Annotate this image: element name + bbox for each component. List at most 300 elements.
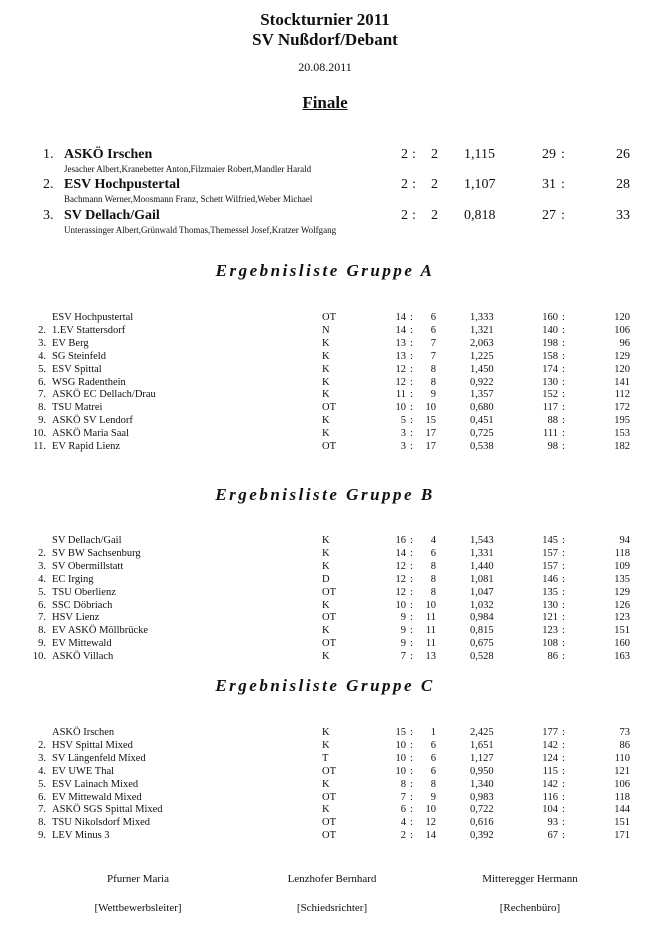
team-type: OT — [322, 612, 336, 624]
team-name: EV Mittewald — [52, 638, 112, 650]
separator: : — [562, 324, 565, 336]
team-type: K — [322, 651, 330, 663]
points-lost: 11 — [425, 625, 436, 637]
points-lost: 6 — [430, 547, 436, 559]
points-won: 3 — [400, 428, 406, 440]
quotient: 0,818 — [464, 208, 496, 223]
stock-points-against: 106 — [614, 778, 630, 790]
stock-points-against: 73 — [619, 727, 630, 738]
separator: : — [562, 586, 565, 598]
table-row — [0, 611, 650, 624]
team-type: K — [322, 625, 330, 637]
separator: : — [410, 428, 413, 440]
team-name: SSC Döbriach — [52, 599, 113, 611]
quotient: 1,115 — [464, 147, 495, 162]
quotient: 1,340 — [470, 778, 494, 790]
separator: : — [562, 638, 565, 650]
points-won: 13 — [395, 350, 406, 362]
rank: 6. — [38, 791, 46, 803]
points-lost: 14 — [425, 830, 436, 842]
separator: : — [562, 376, 565, 388]
separator: : — [410, 791, 413, 803]
signature-name: Mitteregger Hermann — [482, 873, 578, 885]
team-name: 1.EV Stattersdorf — [52, 324, 126, 336]
stock-points-against: 171 — [614, 830, 630, 842]
stock-points-for: 142 — [542, 778, 558, 790]
team-name: ASKÖ Villach — [52, 651, 114, 663]
rank: 8. — [38, 402, 46, 414]
quotient: 1,225 — [470, 350, 494, 362]
separator: : — [410, 830, 413, 842]
team-name: EV UWE Thal — [52, 765, 115, 777]
team-type: K — [322, 415, 330, 427]
points-won: 6 — [400, 804, 406, 816]
points-lost: 9 — [430, 389, 436, 401]
separator: : — [562, 625, 565, 637]
points-won: 2 — [401, 208, 408, 223]
separator: : — [410, 765, 413, 777]
separator: : — [410, 727, 413, 738]
table-row — [0, 586, 650, 599]
table-row — [0, 573, 650, 586]
table-row — [0, 388, 650, 401]
table-row — [0, 739, 650, 752]
separator: : — [410, 804, 413, 816]
signature-role: [Wettbewerbsleiter] — [94, 902, 182, 914]
team-type: N — [322, 324, 330, 336]
team-name: TSU Nikolsdorf Mixed — [52, 817, 150, 829]
group-heading: Ergebnisliste Gruppe A — [215, 261, 435, 280]
rank: 4. — [38, 765, 46, 777]
signature-name: Lenzhofer Bernhard — [287, 873, 377, 885]
stock-points-against: 120 — [614, 363, 630, 375]
separator: : — [562, 415, 565, 427]
points-lost: 1 — [430, 727, 436, 738]
stock-points-for: 121 — [542, 612, 558, 624]
separator: : — [410, 441, 413, 452]
stock-points-for: 98 — [547, 441, 558, 452]
table-row — [0, 427, 650, 440]
team-type: K — [322, 389, 330, 401]
team-members: Jesacher Albert,Kranebetter Anton,Filzmaier Robert,Mandler Harald — [64, 164, 312, 174]
team-name: ASKÖ SV Lendorf — [52, 415, 133, 427]
stock-points-against: 163 — [614, 651, 630, 663]
separator: : — [562, 727, 565, 738]
stock-points-against: 126 — [614, 599, 630, 611]
stock-points-for: 160 — [542, 312, 558, 323]
rank: 4. — [38, 350, 46, 362]
stock-points-for: 117 — [542, 402, 558, 414]
table-row — [0, 534, 650, 547]
points-won: 12 — [395, 560, 406, 572]
rank: 5. — [38, 363, 46, 375]
points-won: 10 — [395, 599, 406, 611]
separator: : — [410, 337, 413, 349]
points-lost: 17 — [425, 441, 436, 452]
points-won: 16 — [395, 535, 406, 546]
rank: 11. — [33, 441, 46, 452]
table-row — [0, 376, 650, 389]
stock-points-for: 130 — [542, 599, 558, 611]
points-won: 12 — [395, 586, 406, 598]
team-type: OT — [322, 765, 336, 777]
document-date: 20.08.2011 — [298, 60, 352, 74]
table-row — [0, 547, 650, 560]
separator: : — [562, 765, 565, 777]
quotient: 1,333 — [470, 312, 494, 323]
team-name: ASKÖ Maria Saal — [52, 428, 129, 440]
stock-points-for: 198 — [542, 337, 558, 349]
team-name: ASKÖ SGS Spittal Mixed — [52, 804, 163, 816]
separator: : — [410, 389, 413, 401]
stock-points-against: 112 — [614, 389, 630, 401]
team-type: OT — [322, 402, 336, 414]
points-won: 12 — [395, 573, 406, 585]
separator: : — [410, 560, 413, 572]
points-won: 2 — [400, 830, 406, 842]
separator: : — [562, 535, 565, 546]
quotient: 1,651 — [470, 739, 494, 751]
team-name: EV Berg — [52, 337, 89, 349]
quotient: 0,675 — [470, 638, 494, 650]
team-name: ESV Lainach Mixed — [52, 778, 139, 790]
team-type: K — [322, 727, 330, 738]
stock-points-against: 195 — [614, 415, 630, 427]
rank: 10. — [32, 428, 46, 440]
points-won: 14 — [395, 312, 406, 323]
separator: : — [562, 599, 565, 611]
points-won: 9 — [400, 612, 406, 624]
stock-points-for: 31 — [542, 177, 556, 192]
rank: 8. — [38, 817, 46, 829]
table-row — [0, 791, 650, 804]
stock-points-against: 120 — [614, 312, 630, 323]
separator: : — [562, 337, 565, 349]
separator: : — [562, 573, 565, 585]
team-members: Unterassinger Albert,Grünwald Thomas,Themessel Josef,Kratzer Wolfgang — [64, 225, 337, 235]
team-name: ASKÖ Irschen — [52, 727, 115, 738]
points-lost: 10 — [425, 402, 436, 414]
final-row — [0, 147, 650, 177]
table-row — [0, 350, 650, 363]
separator: : — [410, 402, 413, 414]
team-type: K — [322, 376, 330, 388]
document-title: Stockturnier 2011 — [260, 10, 390, 29]
stock-points-for: 174 — [542, 363, 558, 375]
stock-points-for: 67 — [547, 830, 558, 842]
quotient: 1,450 — [470, 363, 494, 375]
separator: : — [562, 312, 565, 323]
table-row — [0, 803, 650, 816]
points-won: 2 — [401, 177, 408, 192]
stock-points-for: 29 — [542, 147, 556, 162]
team-name: WSG Radenthein — [52, 376, 126, 388]
stock-points-for: 130 — [542, 376, 558, 388]
rank: 8. — [38, 625, 46, 637]
points-won: 8 — [400, 778, 406, 790]
team-name: HSV Spittal Mixed — [52, 739, 133, 751]
points-lost: 8 — [430, 363, 436, 375]
separator: : — [410, 547, 413, 559]
stock-points-against: 160 — [614, 638, 630, 650]
stock-points-for: 86 — [547, 651, 558, 663]
team-type: OT — [322, 830, 336, 842]
rank: 2. — [43, 177, 54, 192]
table-row — [0, 440, 650, 453]
points-won: 9 — [400, 625, 406, 637]
separator: : — [562, 389, 565, 401]
quotient: 0,392 — [470, 830, 494, 842]
team-name: ESV Spittal — [52, 363, 102, 375]
stock-points-against: 151 — [614, 625, 630, 637]
rank: 2. — [38, 739, 46, 751]
points-won: 5 — [400, 415, 406, 427]
team-name: SG Steinfeld — [52, 350, 106, 362]
separator: : — [412, 208, 416, 223]
table-row — [0, 765, 650, 778]
separator: : — [562, 612, 565, 624]
rank: 1. — [43, 147, 54, 162]
team-name: EC Irging — [52, 573, 94, 585]
points-won: 3 — [400, 441, 406, 452]
stock-points-against: 28 — [616, 177, 630, 192]
points-lost: 13 — [425, 651, 436, 663]
stock-points-against: 135 — [614, 573, 630, 585]
stock-points-for: 142 — [542, 739, 558, 751]
stock-points-for: 123 — [542, 625, 558, 637]
separator: : — [410, 752, 413, 764]
separator: : — [561, 147, 565, 162]
rank: 3. — [43, 208, 54, 223]
points-lost: 2 — [431, 147, 438, 162]
table-row — [0, 560, 650, 573]
team-type: OT — [322, 817, 336, 829]
team-name: SV Dellach/Gail — [64, 208, 160, 223]
table-row — [0, 363, 650, 376]
points-won: 10 — [395, 765, 406, 777]
separator: : — [562, 402, 565, 414]
separator: : — [410, 535, 413, 546]
rank: 9. — [38, 638, 46, 650]
points-lost: 9 — [430, 791, 436, 803]
stock-points-for: 177 — [542, 727, 558, 738]
table-row — [0, 624, 650, 637]
points-lost: 10 — [425, 599, 436, 611]
table-row — [0, 752, 650, 765]
points-lost: 11 — [425, 612, 436, 624]
separator: : — [410, 625, 413, 637]
quotient: 0,950 — [470, 765, 494, 777]
table-row — [0, 311, 650, 324]
stock-points-against: 151 — [614, 817, 630, 829]
stock-points-for: 108 — [542, 638, 558, 650]
points-lost: 7 — [430, 337, 436, 349]
points-lost: 6 — [430, 765, 436, 777]
team-type: OT — [322, 638, 336, 650]
separator: : — [412, 147, 416, 162]
team-name: SV Längenfeld Mixed — [52, 752, 146, 764]
stock-points-against: 129 — [614, 350, 630, 362]
separator: : — [410, 651, 413, 663]
team-name: TSU Matrei — [52, 402, 103, 414]
quotient: 1,032 — [470, 599, 494, 611]
document-subtitle: SV Nußdorf/Debant — [252, 30, 398, 49]
table-row — [0, 414, 650, 427]
table-row — [0, 637, 650, 650]
stock-points-against: 118 — [614, 791, 630, 803]
points-lost: 8 — [430, 586, 436, 598]
points-lost: 10 — [425, 804, 436, 816]
stock-points-for: 88 — [547, 415, 558, 427]
stock-points-against: 144 — [614, 804, 630, 816]
group-heading: Ergebnisliste Gruppe C — [215, 676, 435, 695]
separator: : — [562, 560, 565, 572]
separator: : — [562, 651, 565, 663]
points-lost: 11 — [425, 638, 436, 650]
quotient: 0,616 — [470, 817, 494, 829]
team-name: SV Obermillstatt — [52, 560, 124, 572]
rank: 7. — [38, 389, 46, 401]
team-type: K — [322, 350, 330, 362]
separator: : — [410, 739, 413, 751]
points-lost: 6 — [430, 312, 436, 323]
points-lost: 2 — [431, 208, 438, 223]
separator: : — [562, 739, 565, 751]
rank: 5. — [38, 778, 46, 790]
separator: : — [562, 817, 565, 829]
stock-points-against: 94 — [619, 535, 630, 546]
separator: : — [562, 804, 565, 816]
team-type: K — [322, 337, 330, 349]
stock-points-for: 116 — [542, 791, 558, 803]
quotient: 0,983 — [470, 791, 494, 803]
points-won: 10 — [395, 752, 406, 764]
quotient: 0,528 — [470, 651, 494, 663]
quotient: 0,680 — [470, 402, 494, 414]
separator: : — [561, 208, 565, 223]
stock-points-against: 33 — [616, 208, 630, 223]
rank: 5. — [38, 586, 46, 598]
points-won: 7 — [400, 651, 406, 663]
points-won: 7 — [400, 791, 406, 803]
stock-points-for: 157 — [542, 560, 558, 572]
points-won: 11 — [395, 389, 406, 401]
quotient: 1,047 — [470, 586, 494, 598]
team-type: OT — [322, 312, 336, 323]
team-type: K — [322, 599, 330, 611]
quotient: 2,063 — [470, 337, 494, 349]
stock-points-for: 146 — [542, 573, 558, 585]
rank: 2. — [38, 547, 46, 559]
team-type: K — [322, 778, 330, 790]
rank: 3. — [38, 752, 46, 764]
stock-points-against: 141 — [614, 376, 630, 388]
team-type: K — [322, 535, 330, 546]
points-won: 15 — [395, 727, 406, 738]
separator: : — [410, 573, 413, 585]
team-name: EV Mittewald Mixed — [52, 791, 142, 803]
separator: : — [410, 312, 413, 323]
stock-points-against: 123 — [614, 612, 630, 624]
separator: : — [410, 817, 413, 829]
final-row — [0, 208, 650, 238]
stock-points-against: 86 — [619, 739, 630, 751]
team-type: D — [322, 573, 330, 585]
quotient: 1,321 — [470, 324, 494, 336]
quotient: 1,107 — [464, 177, 496, 192]
rank: 6. — [38, 599, 46, 611]
team-name: TSU Oberlienz — [52, 586, 116, 598]
table-row — [0, 726, 650, 739]
quotient: 0,538 — [470, 441, 494, 452]
rank: 9. — [38, 830, 46, 842]
points-lost: 17 — [425, 428, 436, 440]
stock-points-against: 106 — [614, 324, 630, 336]
stock-points-for: 104 — [542, 804, 558, 816]
quotient: 0,922 — [470, 376, 494, 388]
quotient: 0,815 — [470, 625, 494, 637]
stock-points-against: 172 — [614, 402, 630, 414]
stock-points-against: 153 — [614, 428, 630, 440]
rank: 6. — [38, 376, 46, 388]
signature-role: [Rechenbüro] — [499, 902, 561, 914]
stock-points-for: 145 — [542, 535, 558, 546]
stock-points-for: 140 — [542, 324, 558, 336]
rank: 2. — [38, 324, 46, 336]
quotient: 1,357 — [470, 389, 494, 401]
points-won: 2 — [401, 147, 408, 162]
separator: : — [562, 778, 565, 790]
separator: : — [410, 612, 413, 624]
stock-points-against: 182 — [614, 441, 630, 452]
separator: : — [562, 363, 565, 375]
separator: : — [562, 441, 565, 452]
points-lost: 8 — [430, 376, 436, 388]
separator: : — [410, 363, 413, 375]
separator: : — [562, 350, 565, 362]
separator: : — [412, 177, 416, 192]
team-name: SV Dellach/Gail — [52, 535, 122, 546]
separator: : — [410, 586, 413, 598]
points-lost: 8 — [430, 778, 436, 790]
team-name: EV ASKÖ Möllbrücke — [52, 625, 149, 637]
quotient: 0,722 — [470, 804, 494, 816]
team-type: K — [322, 804, 330, 816]
table-row — [0, 778, 650, 791]
stock-points-for: 157 — [542, 547, 558, 559]
team-type: K — [322, 363, 330, 375]
quotient: 1,440 — [470, 560, 494, 572]
stock-points-for: 158 — [542, 350, 558, 362]
separator: : — [410, 415, 413, 427]
stock-points-against: 26 — [616, 147, 630, 162]
points-lost: 6 — [430, 752, 436, 764]
points-lost: 8 — [430, 560, 436, 572]
table-row — [0, 650, 650, 663]
separator: : — [562, 830, 565, 842]
quotient: 0,451 — [470, 415, 494, 427]
stock-points-for: 93 — [547, 817, 558, 829]
group-heading: Ergebnisliste Gruppe B — [215, 485, 435, 504]
separator: : — [562, 547, 565, 559]
signature-name: Pfurner Maria — [106, 873, 169, 885]
table-row — [0, 816, 650, 829]
table-row — [0, 599, 650, 612]
points-won: 9 — [400, 638, 406, 650]
team-name: LEV Minus 3 — [52, 830, 110, 842]
points-lost: 6 — [430, 324, 436, 336]
rank: 7. — [38, 612, 46, 624]
